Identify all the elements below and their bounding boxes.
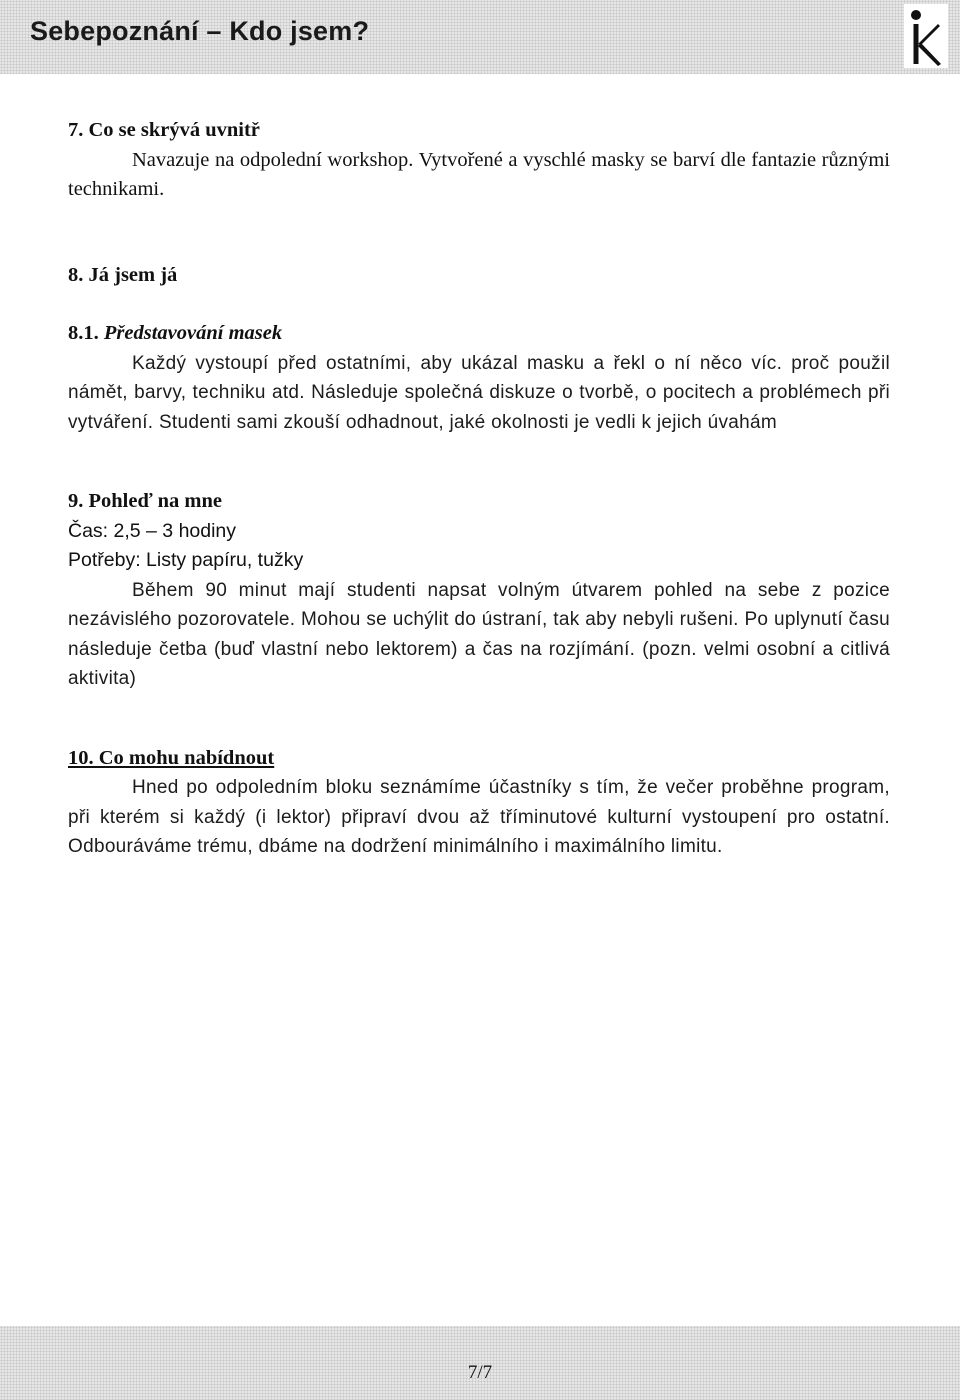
- document-body: [68, 116, 890, 862]
- section-paragraph: Hned po odpoledním bloku seznámíme účastníky s tím, že večer proběhne program, při kterém si každý (i lektor) připraví dvou až tříminutové kulturní vystoupení pro ostatní. Odbouráváme trému, dbáme na dodržení minimálního i maximálního limitu.: [68, 777, 890, 857]
- section-heading: 9. Pohleď na mne: [68, 490, 222, 512]
- subsection-number: 8.1.: [68, 322, 99, 344]
- section-10: [68, 744, 890, 862]
- section-8: [68, 261, 890, 438]
- page-number: 7/7: [467, 1362, 493, 1383]
- section-heading: 10. Co mohu nabídnout: [68, 746, 275, 769]
- section-9: [68, 487, 890, 694]
- section-heading: 8. Já jsem já: [68, 263, 178, 286]
- page-footer: [0, 1326, 960, 1400]
- time-info: Čas: 2,5 – 3 hodiny: [68, 519, 237, 542]
- section-7: [68, 116, 890, 205]
- section-paragraph: Navazuje na odpolední workshop. Vytvořené a vyschlé masky se barví dle fantazie různými technikami.: [68, 148, 890, 200]
- page-header: [0, 0, 960, 74]
- document-title: Sebepoznání – Kdo jsem?: [30, 16, 370, 46]
- subsection-heading: [68, 319, 890, 349]
- section-paragraph: Každý vystoupí před ostatními, aby ukázal masku a řekl o ní něco víc. proč použil námět, barvy, techniku atd. Následuje společná diskuze o tvorbě, o pocitech a problémech při vytváření. Studenti sami zkouší odhadnout, jaké okolnosti je vedli k jejich úvahám: [68, 352, 890, 433]
- k-figure-logo-icon: [904, 4, 948, 68]
- subsection-title: Představování masek: [103, 322, 283, 344]
- section-paragraph: Během 90 minut mají studenti napsat volným útvarem pohled na sebe z pozice nezávislého pozorovatele. Mohou se uchýlit do ústraní, tak aby nebyli rušeni. Po uplynutí času následuje četba (buď vlastní nebo lektorem) a čas na rozjímání. (pozn. velmi osobní a citlivá aktivita): [68, 579, 890, 689]
- section-heading: 7. Co se skrývá uvnitř: [68, 119, 260, 141]
- needs-info: Potřeby: Listy papíru, tužky: [68, 549, 304, 571]
